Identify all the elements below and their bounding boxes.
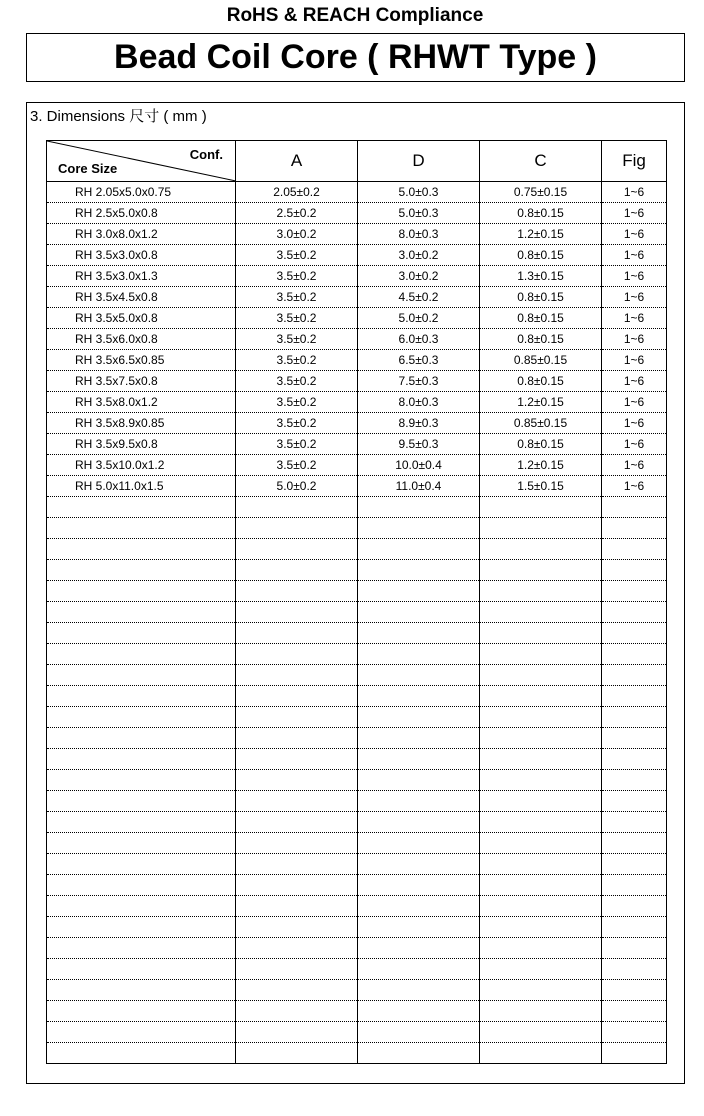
empty-table-row — [47, 791, 667, 812]
core-size-cell — [47, 854, 236, 875]
corner-header-cell — [47, 141, 236, 182]
fig-cell: 1~6 — [602, 203, 667, 224]
fig-cell — [602, 1043, 667, 1064]
column-header-d: D — [358, 141, 480, 182]
fig-cell: 1~6 — [602, 308, 667, 329]
fig-cell — [602, 959, 667, 980]
core-size-cell: RH 3.5x5.0x0.8 — [47, 308, 236, 329]
fig-cell: 1~6 — [602, 245, 667, 266]
core-size-cell — [47, 728, 236, 749]
c-cell: 1.5±0.15 — [480, 476, 602, 497]
empty-table-row — [47, 497, 667, 518]
core-size-cell: RH 3.5x7.5x0.8 — [47, 371, 236, 392]
a-cell — [236, 728, 358, 749]
d-cell — [358, 959, 480, 980]
fig-cell — [602, 749, 667, 770]
fig-cell: 1~6 — [602, 266, 667, 287]
fig-cell — [602, 917, 667, 938]
fig-cell — [602, 938, 667, 959]
fig-cell — [602, 812, 667, 833]
table-row — [47, 224, 667, 245]
d-cell — [358, 539, 480, 560]
core-size-cell: RH 3.5x3.0x0.8 — [47, 245, 236, 266]
d-cell — [358, 518, 480, 539]
conf-label: Conf. — [189, 147, 223, 162]
empty-table-row — [47, 875, 667, 896]
d-cell: 8.0±0.3 — [358, 392, 480, 413]
c-cell: 1.2±0.15 — [480, 224, 602, 245]
d-cell — [358, 644, 480, 665]
a-cell — [236, 854, 358, 875]
d-cell — [358, 770, 480, 791]
core-size-label: Core Size — [58, 161, 118, 176]
core-size-cell: RH 2.05x5.0x0.75 — [47, 182, 236, 203]
a-cell: 3.5±0.2 — [236, 266, 358, 287]
core-size-cell — [47, 707, 236, 728]
c-cell — [480, 896, 602, 917]
a-cell — [236, 602, 358, 623]
core-size-cell — [47, 518, 236, 539]
table-row — [47, 245, 667, 266]
d-cell: 6.5±0.3 — [358, 350, 480, 371]
a-cell — [236, 497, 358, 518]
fig-cell — [602, 518, 667, 539]
d-cell — [358, 623, 480, 644]
a-cell: 3.5±0.2 — [236, 434, 358, 455]
a-cell — [236, 770, 358, 791]
empty-table-row — [47, 602, 667, 623]
a-cell: 3.5±0.2 — [236, 455, 358, 476]
d-cell — [358, 938, 480, 959]
a-cell — [236, 938, 358, 959]
d-cell — [358, 560, 480, 581]
d-cell: 6.0±0.3 — [358, 329, 480, 350]
d-cell — [358, 581, 480, 602]
dimensions-section — [26, 102, 685, 1084]
section-label: 3. Dimensions 尺寸 ( mm ) — [30, 108, 207, 125]
c-cell — [480, 833, 602, 854]
c-cell: 1.2±0.15 — [480, 392, 602, 413]
core-size-cell: RH 3.5x3.0x1.3 — [47, 266, 236, 287]
fig-cell: 1~6 — [602, 392, 667, 413]
c-cell: 0.8±0.15 — [480, 245, 602, 266]
a-cell: 3.5±0.2 — [236, 308, 358, 329]
fig-cell — [602, 875, 667, 896]
a-cell — [236, 1043, 358, 1064]
empty-table-row — [47, 896, 667, 917]
a-cell — [236, 1022, 358, 1043]
core-size-cell — [47, 665, 236, 686]
d-cell: 11.0±0.4 — [358, 476, 480, 497]
empty-table-row — [47, 665, 667, 686]
a-cell: 3.5±0.2 — [236, 371, 358, 392]
a-cell — [236, 1001, 358, 1022]
fig-cell — [602, 1022, 667, 1043]
d-cell: 5.0±0.3 — [358, 203, 480, 224]
empty-table-row — [47, 707, 667, 728]
fig-cell: 1~6 — [602, 224, 667, 245]
a-cell — [236, 812, 358, 833]
d-cell — [358, 1022, 480, 1043]
d-cell: 3.0±0.2 — [358, 266, 480, 287]
c-cell — [480, 665, 602, 686]
core-size-cell — [47, 1043, 236, 1064]
core-size-cell: RH 3.5x9.5x0.8 — [47, 434, 236, 455]
core-size-cell — [47, 770, 236, 791]
column-header-c: C — [480, 141, 602, 182]
d-cell — [358, 686, 480, 707]
empty-table-row — [47, 518, 667, 539]
c-cell — [480, 749, 602, 770]
core-size-cell: RH 3.5x8.0x1.2 — [47, 392, 236, 413]
c-cell: 0.8±0.15 — [480, 203, 602, 224]
d-cell — [358, 896, 480, 917]
a-cell — [236, 581, 358, 602]
d-cell: 7.5±0.3 — [358, 371, 480, 392]
core-size-cell — [47, 1001, 236, 1022]
fig-cell — [602, 686, 667, 707]
core-size-cell — [47, 497, 236, 518]
a-cell: 3.5±0.2 — [236, 245, 358, 266]
d-cell: 5.0±0.3 — [358, 182, 480, 203]
a-cell — [236, 833, 358, 854]
empty-table-row — [47, 959, 667, 980]
c-cell — [480, 770, 602, 791]
a-cell — [236, 896, 358, 917]
c-cell: 0.8±0.15 — [480, 329, 602, 350]
fig-cell: 1~6 — [602, 476, 667, 497]
c-cell — [480, 602, 602, 623]
c-cell — [480, 581, 602, 602]
empty-table-row — [47, 1022, 667, 1043]
d-cell — [358, 791, 480, 812]
d-cell — [358, 875, 480, 896]
core-size-cell — [47, 623, 236, 644]
c-cell — [480, 518, 602, 539]
c-cell — [480, 497, 602, 518]
c-cell — [480, 623, 602, 644]
core-size-cell — [47, 560, 236, 581]
a-cell: 3.5±0.2 — [236, 413, 358, 434]
d-cell — [358, 1001, 480, 1022]
table-body — [47, 182, 667, 1064]
c-cell — [480, 875, 602, 896]
c-cell: 0.8±0.15 — [480, 434, 602, 455]
c-cell — [480, 1022, 602, 1043]
table-row — [47, 476, 667, 497]
c-cell — [480, 917, 602, 938]
core-size-cell — [47, 791, 236, 812]
core-size-cell — [47, 1022, 236, 1043]
empty-table-row — [47, 812, 667, 833]
c-cell: 0.75±0.15 — [480, 182, 602, 203]
column-header-a: A — [236, 141, 358, 182]
a-cell — [236, 518, 358, 539]
core-size-cell: RH 3.5x6.5x0.85 — [47, 350, 236, 371]
a-cell — [236, 623, 358, 644]
core-size-cell: RH 3.5x4.5x0.8 — [47, 287, 236, 308]
fig-cell — [602, 854, 667, 875]
d-cell — [358, 917, 480, 938]
c-cell — [480, 959, 602, 980]
fig-cell: 1~6 — [602, 350, 667, 371]
empty-table-row — [47, 854, 667, 875]
empty-table-row — [47, 581, 667, 602]
d-cell — [358, 728, 480, 749]
a-cell — [236, 644, 358, 665]
fig-cell — [602, 623, 667, 644]
fig-cell: 1~6 — [602, 434, 667, 455]
fig-cell — [602, 980, 667, 1001]
d-cell: 8.9±0.3 — [358, 413, 480, 434]
c-cell: 0.8±0.15 — [480, 287, 602, 308]
a-cell: 3.5±0.2 — [236, 350, 358, 371]
table-header-row — [47, 141, 667, 182]
fig-cell: 1~6 — [602, 287, 667, 308]
empty-table-row — [47, 1043, 667, 1064]
core-size-cell — [47, 644, 236, 665]
table-row — [47, 329, 667, 350]
a-cell — [236, 560, 358, 581]
a-cell — [236, 686, 358, 707]
d-cell: 8.0±0.3 — [358, 224, 480, 245]
d-cell — [358, 497, 480, 518]
core-size-cell — [47, 539, 236, 560]
c-cell: 0.8±0.15 — [480, 371, 602, 392]
d-cell — [358, 1043, 480, 1064]
core-size-cell — [47, 686, 236, 707]
a-cell — [236, 917, 358, 938]
fig-cell — [602, 728, 667, 749]
a-cell: 2.5±0.2 — [236, 203, 358, 224]
core-size-cell: RH 3.5x8.9x0.85 — [47, 413, 236, 434]
empty-table-row — [47, 644, 667, 665]
d-cell — [358, 980, 480, 1001]
core-size-cell: RH 3.5x10.0x1.2 — [47, 455, 236, 476]
d-cell — [358, 749, 480, 770]
a-cell: 3.5±0.2 — [236, 287, 358, 308]
core-size-cell: RH 5.0x11.0x1.5 — [47, 476, 236, 497]
empty-table-row — [47, 539, 667, 560]
c-cell: 0.85±0.15 — [480, 350, 602, 371]
fig-cell — [602, 497, 667, 518]
fig-cell: 1~6 — [602, 371, 667, 392]
fig-cell — [602, 581, 667, 602]
c-cell — [480, 644, 602, 665]
c-cell — [480, 728, 602, 749]
c-cell — [480, 938, 602, 959]
c-cell — [480, 980, 602, 1001]
column-header-fig: Fig — [602, 141, 667, 182]
c-cell: 1.3±0.15 — [480, 266, 602, 287]
table-row — [47, 182, 667, 203]
fig-cell — [602, 770, 667, 791]
d-cell — [358, 602, 480, 623]
empty-table-row — [47, 560, 667, 581]
table-row — [47, 371, 667, 392]
c-cell: 0.85±0.15 — [480, 413, 602, 434]
core-size-cell — [47, 875, 236, 896]
d-cell: 5.0±0.2 — [358, 308, 480, 329]
table-row — [47, 392, 667, 413]
empty-table-row — [47, 833, 667, 854]
empty-table-row — [47, 917, 667, 938]
d-cell: 10.0±0.4 — [358, 455, 480, 476]
a-cell: 3.5±0.2 — [236, 392, 358, 413]
a-cell: 2.05±0.2 — [236, 182, 358, 203]
c-cell — [480, 1043, 602, 1064]
core-size-cell: RH 3.0x8.0x1.2 — [47, 224, 236, 245]
d-cell — [358, 833, 480, 854]
fig-cell — [602, 644, 667, 665]
d-cell — [358, 707, 480, 728]
core-size-cell — [47, 959, 236, 980]
dimensions-table — [46, 140, 667, 1064]
core-size-cell — [47, 980, 236, 1001]
fig-cell: 1~6 — [602, 329, 667, 350]
fig-cell — [602, 539, 667, 560]
page-title: Bead Coil Core ( RHWT Type ) — [26, 33, 685, 82]
a-cell: 5.0±0.2 — [236, 476, 358, 497]
a-cell — [236, 539, 358, 560]
empty-table-row — [47, 938, 667, 959]
fig-cell — [602, 791, 667, 812]
empty-table-row — [47, 623, 667, 644]
c-cell — [480, 854, 602, 875]
empty-table-row — [47, 686, 667, 707]
fig-cell: 1~6 — [602, 455, 667, 476]
a-cell — [236, 959, 358, 980]
c-cell — [480, 812, 602, 833]
a-cell — [236, 980, 358, 1001]
d-cell: 4.5±0.2 — [358, 287, 480, 308]
c-cell — [480, 791, 602, 812]
fig-cell — [602, 1001, 667, 1022]
core-size-cell — [47, 833, 236, 854]
a-cell — [236, 875, 358, 896]
d-cell — [358, 665, 480, 686]
core-size-cell — [47, 749, 236, 770]
c-cell: 0.8±0.15 — [480, 308, 602, 329]
a-cell — [236, 749, 358, 770]
core-size-cell — [47, 812, 236, 833]
core-size-cell: RH 3.5x6.0x0.8 — [47, 329, 236, 350]
c-cell — [480, 686, 602, 707]
table-row — [47, 308, 667, 329]
c-cell — [480, 707, 602, 728]
core-size-cell — [47, 602, 236, 623]
empty-table-row — [47, 980, 667, 1001]
table-row — [47, 287, 667, 308]
core-size-cell — [47, 581, 236, 602]
d-cell — [358, 812, 480, 833]
c-cell: 1.2±0.15 — [480, 455, 602, 476]
empty-table-row — [47, 749, 667, 770]
a-cell — [236, 665, 358, 686]
d-cell: 9.5±0.3 — [358, 434, 480, 455]
fig-cell — [602, 602, 667, 623]
c-cell — [480, 1001, 602, 1022]
fig-cell — [602, 707, 667, 728]
d-cell: 3.0±0.2 — [358, 245, 480, 266]
fig-cell — [602, 665, 667, 686]
a-cell — [236, 791, 358, 812]
a-cell: 3.5±0.2 — [236, 329, 358, 350]
empty-table-row — [47, 1001, 667, 1022]
c-cell — [480, 560, 602, 581]
d-cell — [358, 854, 480, 875]
fig-cell: 1~6 — [602, 413, 667, 434]
core-size-cell — [47, 896, 236, 917]
core-size-cell — [47, 917, 236, 938]
empty-table-row — [47, 728, 667, 749]
table-row — [47, 266, 667, 287]
core-size-cell: RH 2.5x5.0x0.8 — [47, 203, 236, 224]
c-cell — [480, 539, 602, 560]
empty-table-row — [47, 770, 667, 791]
a-cell: 3.0±0.2 — [236, 224, 358, 245]
fig-cell — [602, 833, 667, 854]
compliance-heading: RoHS & REACH Compliance — [226, 5, 484, 26]
fig-cell — [602, 896, 667, 917]
table-row — [47, 350, 667, 371]
table-row — [47, 203, 667, 224]
fig-cell: 1~6 — [602, 182, 667, 203]
table-row — [47, 434, 667, 455]
core-size-cell — [47, 938, 236, 959]
table-row — [47, 455, 667, 476]
fig-cell — [602, 560, 667, 581]
a-cell — [236, 707, 358, 728]
table-row — [47, 413, 667, 434]
